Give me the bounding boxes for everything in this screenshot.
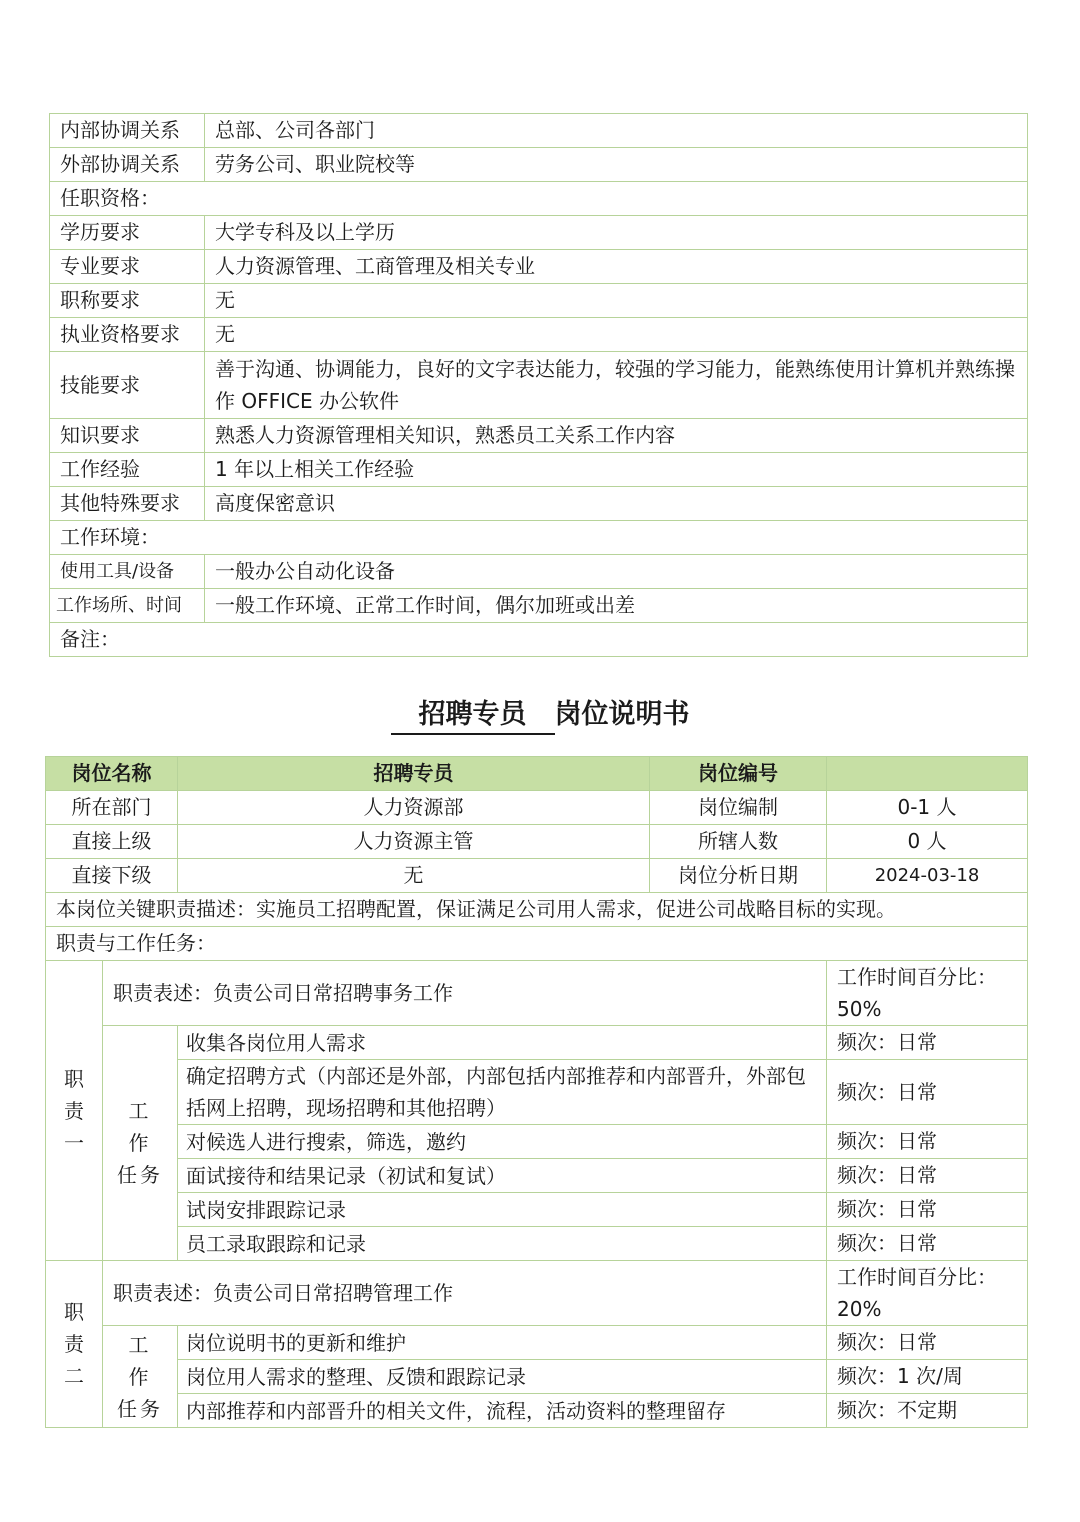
- page-title: [0, 693, 1080, 737]
- header-cell: 岗位编号: [650, 757, 827, 791]
- header-cell: [827, 757, 1028, 791]
- row-value: 无: [205, 318, 1028, 352]
- title-position-name: 招聘专员: [391, 697, 555, 735]
- requirements-table: [49, 113, 1028, 657]
- task-row: [46, 1227, 1028, 1261]
- header-cell: 岗位名称: [46, 757, 178, 791]
- info-label: 直接下级: [46, 859, 178, 893]
- row-label: 执业资格要求: [50, 318, 205, 352]
- duty-label-text: 职责一: [64, 1066, 84, 1155]
- duty-label-text: 职责二: [64, 1300, 84, 1388]
- row-value: 一般工作环境、正常工作时间，偶尔加班或出差: [205, 589, 1028, 623]
- row-label: 工作场所、时间: [50, 589, 205, 623]
- info-label: 所在部门: [46, 791, 178, 825]
- task-row: [46, 1159, 1028, 1193]
- row-value: 劳务公司、职业院校等: [205, 148, 1028, 182]
- task-label: [103, 1326, 178, 1428]
- task-frequency: 频次：日常: [827, 1159, 1028, 1193]
- task-text: 收集各岗位用人需求: [178, 1026, 827, 1060]
- task-frequency: 频次：不定期: [827, 1394, 1028, 1428]
- duty-statement-row: [46, 1261, 1028, 1326]
- job-description-table: [45, 756, 1028, 1428]
- table-row: [46, 825, 1028, 859]
- table-row: [50, 419, 1028, 453]
- task-label-text: 工 作 任务: [117, 1099, 163, 1187]
- table-row: [50, 453, 1028, 487]
- section-row: [50, 623, 1028, 657]
- task-text: 确定招聘方式（内部还是外部，内部包括内部推荐和内部晋升，外部包括网上招聘，现场招聘和其他招聘）: [178, 1060, 827, 1125]
- table-header-row: [46, 757, 1028, 791]
- info-label: 直接上级: [46, 825, 178, 859]
- table-row: [50, 284, 1028, 318]
- duty-statement-row: [46, 961, 1028, 1026]
- row-label: 外部协调关系: [50, 148, 205, 182]
- table-row: [50, 589, 1028, 623]
- table-row: [50, 114, 1028, 148]
- table-row: [50, 216, 1028, 250]
- table-row: [50, 318, 1028, 352]
- duty-statement: 职责表述：负责公司日常招聘事务工作: [103, 961, 827, 1026]
- task-text: 岗位说明书的更新和维护: [178, 1326, 827, 1360]
- row-label: 技能要求: [50, 352, 205, 419]
- info-value: 无: [178, 859, 650, 893]
- table-row: [46, 893, 1028, 927]
- task-frequency: 频次：日常: [827, 1026, 1028, 1060]
- info-label: 所辖人数: [650, 825, 827, 859]
- info-label: 岗位分析日期: [650, 859, 827, 893]
- task-row: [46, 1026, 1028, 1060]
- task-row: [46, 1326, 1028, 1360]
- header-cell: 招聘专员: [178, 757, 650, 791]
- task-frequency: 频次：日常: [827, 1060, 1028, 1125]
- task-text: 试岗安排跟踪记录: [178, 1193, 827, 1227]
- table-row: [50, 148, 1028, 182]
- section-row: [50, 182, 1028, 216]
- task-frequency: 频次：日常: [827, 1125, 1028, 1159]
- duty-percent: 工作时间百分比：20%: [827, 1261, 1028, 1326]
- info-value: 0-1 人: [827, 791, 1028, 825]
- task-text: 内部推荐和内部晋升的相关文件，流程，活动资料的整理留存: [178, 1394, 827, 1428]
- info-value: 人力资源主管: [178, 825, 650, 859]
- task-frequency: 频次：日常: [827, 1193, 1028, 1227]
- title-suffix: 岗位说明书: [554, 699, 690, 730]
- section-heading: 工作环境：: [50, 521, 1028, 555]
- row-value: 熟悉人力资源管理相关知识，熟悉员工关系工作内容: [205, 419, 1028, 453]
- info-label: 岗位编制: [650, 791, 827, 825]
- task-text: 面试接待和结果记录（初试和复试）: [178, 1159, 827, 1193]
- row-label: 其他特殊要求: [50, 487, 205, 521]
- row-label: 知识要求: [50, 419, 205, 453]
- duty-label: [46, 961, 103, 1261]
- section-heading: 备注：: [50, 623, 1028, 657]
- task-row: [46, 1193, 1028, 1227]
- table-row: [46, 927, 1028, 961]
- table-row: [50, 352, 1028, 419]
- row-label: 学历要求: [50, 216, 205, 250]
- table-row: [50, 487, 1028, 521]
- row-value: 一般办公自动化设备: [205, 555, 1028, 589]
- task-frequency: 频次：日常: [827, 1227, 1028, 1261]
- row-value: 人力资源管理、工商管理及相关专业: [205, 250, 1028, 284]
- row-label: 专业要求: [50, 250, 205, 284]
- info-value: 0 人: [827, 825, 1028, 859]
- table-row: [46, 791, 1028, 825]
- task-row: [46, 1125, 1028, 1159]
- row-value: 1 年以上相关工作经验: [205, 453, 1028, 487]
- task-row: [46, 1394, 1028, 1428]
- duty-percent: 工作时间百分比：50%: [827, 961, 1028, 1026]
- row-value: 无: [205, 284, 1028, 318]
- section-heading: 任职资格：: [50, 182, 1028, 216]
- task-label: [103, 1026, 178, 1261]
- duties-heading: 职责与工作任务：: [46, 927, 1028, 961]
- task-text: 对候选人进行搜索，筛选，邀约: [178, 1125, 827, 1159]
- row-value: 总部、公司各部门: [205, 114, 1028, 148]
- row-label: 职称要求: [50, 284, 205, 318]
- row-value: 善于沟通、协调能力，良好的文字表达能力，较强的学习能力，能熟练使用计算机并熟练操作 OFFICE 办公软件: [205, 352, 1028, 419]
- key-duty: 本岗位关键职责描述：实施员工招聘配置，保证满足公司用人需求，促进公司战略目标的实现。: [46, 893, 1028, 927]
- row-value: 高度保密意识: [205, 487, 1028, 521]
- row-value: 大学专科及以上学历: [205, 216, 1028, 250]
- task-text: 岗位用人需求的整理、反馈和跟踪记录: [178, 1360, 827, 1394]
- info-value: 2024-03-18: [827, 859, 1028, 893]
- table-row: [46, 859, 1028, 893]
- table-row: [50, 250, 1028, 284]
- row-label: 工作经验: [50, 453, 205, 487]
- task-row: [46, 1360, 1028, 1394]
- duty-label: [46, 1261, 103, 1428]
- task-label-text: 工 作 任务: [117, 1332, 163, 1421]
- row-label: 使用工具/设备: [50, 555, 205, 589]
- task-text: 员工录取跟踪和记录: [178, 1227, 827, 1261]
- row-label: 内部协调关系: [50, 114, 205, 148]
- task-frequency: 频次：日常: [827, 1326, 1028, 1360]
- info-value: 人力资源部: [178, 791, 650, 825]
- duty-statement: 职责表述：负责公司日常招聘管理工作: [103, 1261, 827, 1326]
- table-row: [50, 555, 1028, 589]
- section-row: [50, 521, 1028, 555]
- task-frequency: 频次：1 次/周: [827, 1360, 1028, 1394]
